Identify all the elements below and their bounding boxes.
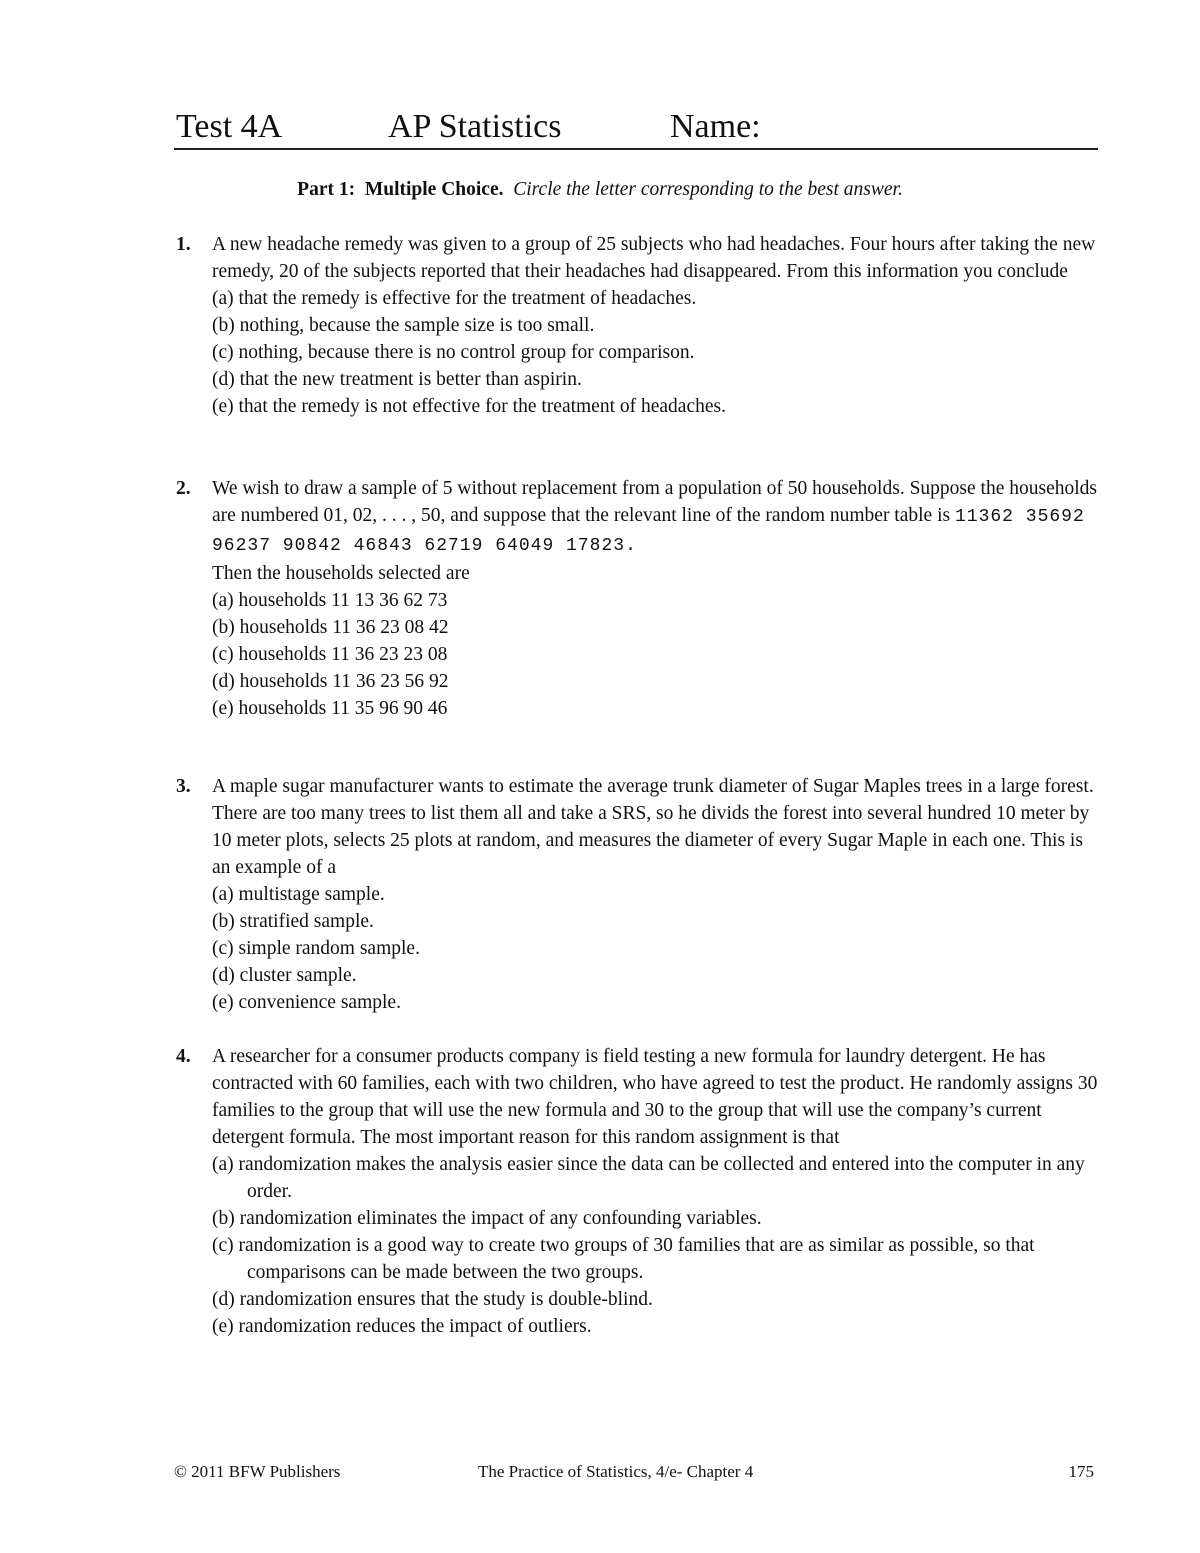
part-subtitle: Multiple Choice.	[364, 179, 504, 200]
question-2	[176, 475, 1100, 722]
question-number: 2.	[176, 478, 191, 499]
copyright-notice: © 2011 BFW Publishers	[174, 1462, 341, 1481]
question-stem: A new headache remedy was given to a group of 25 subjects who had headaches. Four hours after taking the new remedy, 20 of the subjects reported that their headaches had disappeared. From this information you conclude	[212, 234, 1096, 282]
answer-option-d[interactable]: (d) households 11 36 23 56 92	[212, 671, 449, 692]
question-stem: A maple sugar manufacturer wants to estimate the average trunk diameter of Sugar Maples trees in a large forest. There are too many trees to list them all and take a SRS, so he divids the forest into several hundred 10 meter by 10 meter plots, selects 25 plots at random, and measures the diameter of every Sugar Maple in each one. This is an example of a	[212, 776, 1094, 878]
question-number: 4.	[176, 1046, 191, 1067]
answer-option-e[interactable]: (e) households 11 35 96 90 46	[212, 698, 448, 719]
page-footer	[174, 1460, 1098, 1484]
question-3	[176, 773, 1100, 1016]
answer-option-e[interactable]: (e) randomization reduces the impact of outliers.	[212, 1316, 592, 1337]
test-id: Test 4A	[176, 108, 283, 145]
random-digits-end: .	[625, 536, 637, 556]
answer-option-d[interactable]: (d) that the new treatment is better than aspirin.	[212, 369, 582, 390]
answer-option-e[interactable]: (e) that the remedy is not effective for the treatment of headaches.	[212, 396, 726, 417]
answer-option-a[interactable]: (a) multistage sample.	[212, 884, 385, 905]
part-title: Part 1:	[297, 179, 356, 200]
answer-option-c[interactable]: (c) randomization is a good way to create two groups of 30 families that are as similar as possible, so that comparisons can be made between the two groups.	[212, 1235, 1035, 1283]
answer-option-d[interactable]: (d) randomization ensures that the study is double-blind.	[212, 1289, 653, 1310]
answer-option-b[interactable]: (b) households 11 36 23 08 42	[212, 617, 449, 638]
course-title: AP Statistics	[388, 108, 562, 145]
question-lead-in: Then the households selected are	[212, 563, 470, 584]
random-digits: 11362 35692 96237 90842 46843 62719 64049 17823	[212, 507, 1085, 556]
test-header	[174, 106, 1098, 150]
question-stem: A researcher for a consumer products company is field testing a new formula for laundry detergent. He has contracted with 60 families, each with two children, who have agreed to test the product. He randomly assigns 30 families to the group that will use the new formula and 30 to the group that will use the company’s current detergent formula. The most important reason for this random assignment is that	[212, 1046, 1098, 1148]
name-label: Name:	[670, 108, 761, 145]
answer-option-c[interactable]: (c) households 11 36 23 23 08	[212, 644, 448, 665]
answer-option-e[interactable]: (e) convenience sample.	[212, 992, 401, 1013]
answer-option-b[interactable]: (b) randomization eliminates the impact of any confounding variables.	[212, 1208, 762, 1229]
question-number: 1.	[176, 234, 191, 255]
question-stem-text: We wish to draw a sample of 5 without replacement from a population of 50 households. Suppose the households are numbered 01, 02, . . . , 50, and suppose that the relevant line of the random number table is	[212, 478, 1097, 526]
answer-option-b[interactable]: (b) nothing, because the sample size is too small.	[212, 315, 595, 336]
book-title: The Practice of Statistics, 4/e- Chapter 4	[478, 1462, 754, 1481]
question-stem	[212, 475, 1100, 560]
part-heading	[0, 176, 1200, 203]
question-number: 3.	[176, 776, 191, 797]
answer-option-a[interactable]: (a) randomization makes the analysis easier since the data can be collected and entered into the computer in any order.	[212, 1154, 1085, 1202]
question-4	[176, 1043, 1100, 1340]
answer-option-a[interactable]: (a) households 11 13 36 62 73	[212, 590, 448, 611]
page-number: 175	[1068, 1462, 1094, 1481]
answer-option-a[interactable]: (a) that the remedy is effective for the treatment of headaches.	[212, 288, 697, 309]
part-instruction: Circle the letter corresponding to the best answer.	[513, 179, 903, 200]
answer-option-c[interactable]: (c) nothing, because there is no control group for comparison.	[212, 342, 695, 363]
answer-option-b[interactable]: (b) stratified sample.	[212, 911, 374, 932]
answer-option-d[interactable]: (d) cluster sample.	[212, 965, 357, 986]
question-1	[176, 231, 1100, 420]
answer-option-c[interactable]: (c) simple random sample.	[212, 938, 420, 959]
